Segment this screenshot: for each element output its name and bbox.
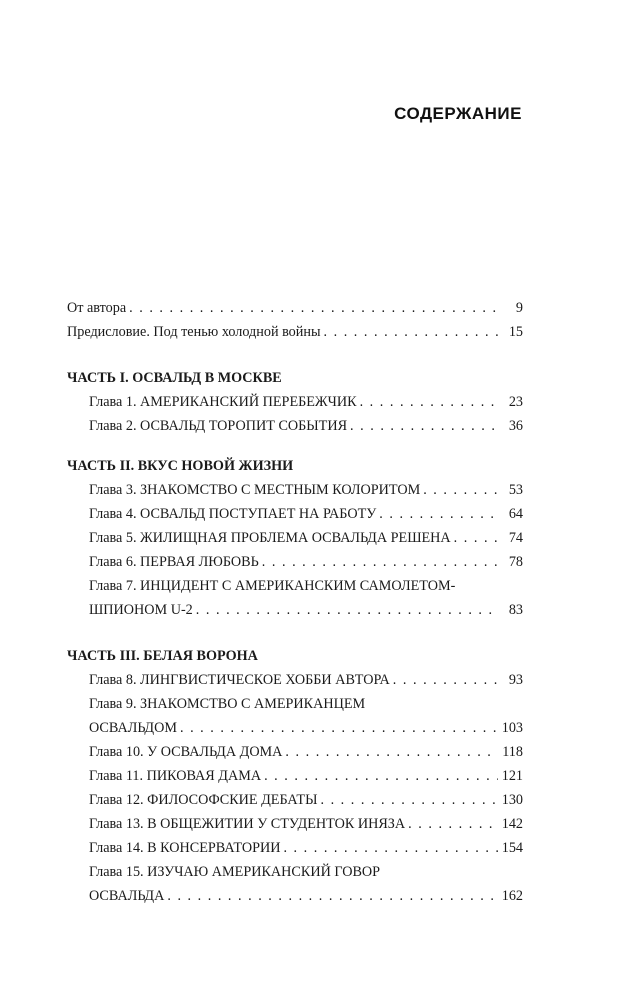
- toc-entry-chapter-15-line1[interactable]: Глава 15. ИЗУЧАЮ АМЕРИКАНСКИЙ ГОВОР: [89, 864, 381, 880]
- leader-dots: [320, 788, 498, 812]
- toc-page-number: 154: [501, 840, 523, 856]
- toc-entry-chapter-11[interactable]: [67, 764, 523, 788]
- toc-page-number: 78: [508, 554, 523, 570]
- toc-entry-label: Глава 12. ФИЛОСОФСКИЕ ДЕБАТЫ: [89, 792, 318, 808]
- toc-entry-label: Глава 11. ПИКОВАЯ ДАМА: [89, 768, 262, 784]
- toc-entry-label: Глава 6. ПЕРВАЯ ЛЮБОВЬ: [89, 554, 259, 570]
- toc-page-number: 9: [515, 300, 523, 316]
- toc-entry-chapter-7[interactable]: [67, 598, 523, 622]
- toc-entry-chapter-6[interactable]: [67, 550, 523, 574]
- toc-entry-chapter-1[interactable]: [67, 390, 523, 414]
- toc-page-number: 93: [508, 672, 523, 688]
- toc-page-number: 83: [508, 602, 523, 618]
- leader-dots: [360, 390, 498, 414]
- leader-dots: [379, 502, 498, 526]
- toc-entry-label: Глава 1. АМЕРИКАНСКИЙ ПЕРЕБЕЖЧИК: [89, 394, 357, 410]
- toc-entry-label: ШПИОНОМ U-2: [89, 602, 193, 618]
- toc-page-number: 118: [502, 744, 523, 760]
- toc-page-number: 23: [508, 394, 523, 410]
- leader-dots: [283, 836, 498, 860]
- toc-entry-chapter-12[interactable]: [67, 788, 523, 812]
- leader-dots: [393, 668, 498, 692]
- toc-page-number: 142: [501, 816, 523, 832]
- leader-dots: [324, 320, 499, 344]
- toc-page-number: 121: [501, 768, 523, 784]
- toc-page-number: 15: [508, 324, 523, 340]
- toc-entry-label: Глава 5. ЖИЛИЩНАЯ ПРОБЛЕМА ОСВАЛЬДА РЕШЕНА: [89, 530, 451, 546]
- leader-dots: [129, 296, 498, 320]
- toc-entry-label: ОСВАЛЬДА: [89, 888, 165, 904]
- toc-entry-label: Глава 4. ОСВАЛЬД ПОСТУПАЕТ НА РАБОТУ: [89, 506, 377, 522]
- toc-page-number: 74: [508, 530, 523, 546]
- leader-dots: [167, 884, 498, 908]
- toc-entry-chapter-8[interactable]: [67, 668, 523, 692]
- leader-dots: [285, 740, 498, 764]
- toc-entry-chapter-5[interactable]: [67, 526, 523, 550]
- leader-dots: [350, 414, 498, 438]
- toc-entry-chapter-14[interactable]: [67, 836, 523, 860]
- leader-dots: [196, 598, 498, 622]
- toc-entry-label: Глава 13. В ОБЩЕЖИТИИ У СТУДЕНТОК ИНЯЗА: [89, 816, 406, 832]
- toc-page-number: 103: [501, 720, 523, 736]
- page-title: СОДЕРЖАНИЕ: [394, 104, 522, 123]
- toc-page-number: 130: [501, 792, 523, 808]
- toc-entry-chapter-15[interactable]: [67, 884, 523, 908]
- toc-entry-chapter-13[interactable]: [67, 812, 523, 836]
- toc-entry-chapter-3[interactable]: [67, 478, 523, 502]
- part-heading-2[interactable]: ЧАСТЬ II. ВКУС НОВОЙ ЖИЗНИ: [67, 458, 294, 474]
- toc-entry-label: Глава 8. ЛИНГВИСТИЧЕСКОЕ ХОББИ АВТОРА: [89, 672, 390, 688]
- toc-entry-label: Глава 3. ЗНАКОМСТВО С МЕСТНЫМ КОЛОРИТОМ: [89, 482, 421, 498]
- toc-entry-label: Глава 2. ОСВАЛЬД ТОРОПИТ СОБЫТИЯ: [89, 418, 348, 434]
- leader-dots: [262, 550, 498, 574]
- toc-entry-chapter-10[interactable]: [67, 740, 523, 764]
- part-heading-1[interactable]: ЧАСТЬ I. ОСВАЛЬД В МОСКВЕ: [67, 370, 282, 386]
- part-heading-3[interactable]: ЧАСТЬ III. БЕЛАЯ ВОРОНА: [67, 648, 258, 664]
- leader-dots: [408, 812, 498, 836]
- toc-entry-label: ОСВАЛЬДОМ: [89, 720, 177, 736]
- table-of-contents: [67, 296, 523, 908]
- toc-page-number: 36: [508, 418, 523, 434]
- toc-entry-author[interactable]: [67, 296, 523, 320]
- leader-dots: [454, 526, 498, 550]
- toc-page-number: 162: [501, 888, 523, 904]
- toc-entry-chapter-9[interactable]: [67, 716, 523, 740]
- toc-entry-chapter-4[interactable]: [67, 502, 523, 526]
- toc-entry-label: Глава 14. В КОНСЕРВАТОРИИ: [89, 840, 281, 856]
- toc-entry-preface[interactable]: [67, 320, 523, 344]
- toc-entry-chapter-2[interactable]: [67, 414, 523, 438]
- toc-entry-chapter-9-line1[interactable]: Глава 9. ЗНАКОМСТВО С АМЕРИКАНЦЕМ: [89, 696, 366, 712]
- toc-entry-chapter-7-line1[interactable]: Глава 7. ИНЦИДЕНТ С АМЕРИКАНСКИМ САМОЛЕТОМ-: [89, 578, 456, 594]
- toc-page-number: 64: [508, 506, 523, 522]
- leader-dots: [264, 764, 498, 788]
- toc-page-number: 53: [508, 482, 523, 498]
- toc-entry-label: От автора: [67, 300, 127, 316]
- leader-dots: [423, 478, 498, 502]
- toc-entry-label: Глава 10. У ОСВАЛЬДА ДОМА: [89, 744, 283, 760]
- toc-entry-label: Предисловие. Под тенью холодной войны: [67, 324, 321, 340]
- leader-dots: [180, 716, 498, 740]
